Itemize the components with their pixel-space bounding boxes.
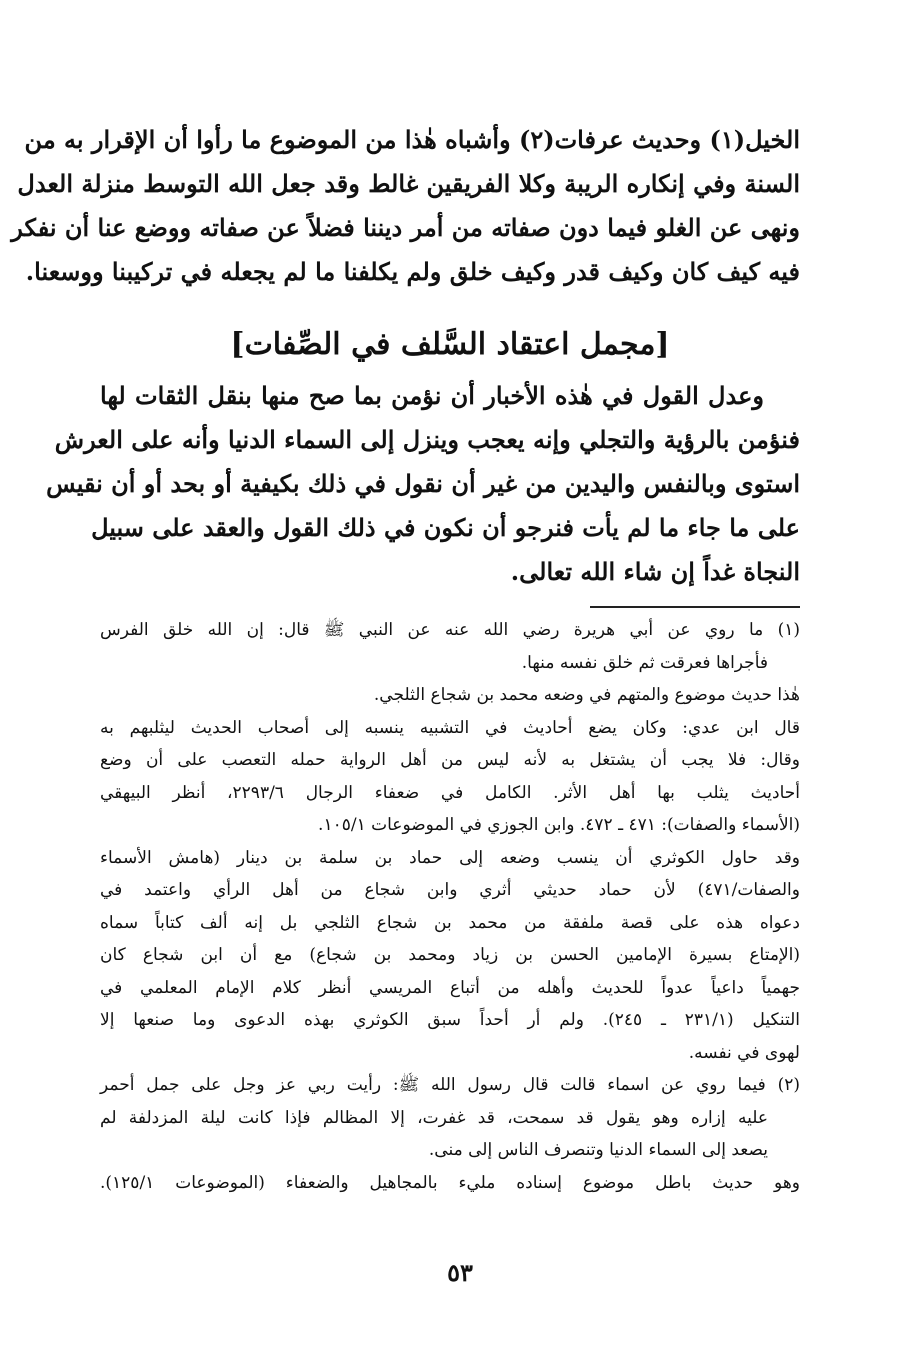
body-line: السنة وفي إنكاره الريبة وكلا الفريقين غالط وقد جعل الله التوسط منزلة العدل bbox=[17, 169, 800, 198]
page-content bbox=[11, 118, 801, 1199]
footnote-line: قال ابن عدي: وكان يضع أحاديث في التشبيه ينسبه إلى أصحاب الحديث ليثلبهم به bbox=[100, 717, 800, 738]
body-line: ونهى عن الغلو فيما دون صفاته من أمر ديننا فضلاً عن صفاته ووضع عنا أن نفكر bbox=[11, 213, 800, 242]
page-number: ٥٣ bbox=[447, 1258, 473, 1287]
footnote-line: عليه إزاره وهو يقول قد سمحت، قد غفرت، إلا المظالم فإذا كانت ليلة المزدلفة لم bbox=[100, 1107, 768, 1128]
body-line: وعدل القول في هٰذه الأخبار أن نؤمن بما صح منها بنقل الثقات لها bbox=[100, 381, 764, 410]
body-line: فنؤمن بالرؤية والتجلي وإنه يعجب وينزل إلى السماء الدنيا وأنه على العرش bbox=[54, 425, 800, 454]
footnote-line: فأجراها فعرقت ثم خلق نفسه منها. bbox=[521, 652, 768, 673]
footnote-line: لهوى في نفسه. bbox=[688, 1042, 800, 1063]
footnote-line: والصفات/٤٧١) لأن حماد حديثي أثري وابن شجاع من أهل الرأي واعتمد في bbox=[100, 880, 800, 900]
body-line: النجاة غداً إن شاء الله تعالى. bbox=[510, 557, 800, 586]
body-line: على ما جاء ما لم يأت فنرجو أن نكون في ذلك القول والعقد على سبيل bbox=[91, 513, 800, 542]
footnote-line: وهو حديث باطل موضوع إسناده مليء بالمجاهيل والضعفاء (الموضوعات ١٢٥/١). bbox=[100, 1172, 800, 1193]
footnote-divider bbox=[590, 606, 800, 608]
body-line: استوى وبالنفس واليدين من غير أن نقول في ذلك بكيفية أو بحد أو أن نقيس bbox=[46, 469, 800, 498]
footnote-line: دعواه هذه على قصة ملفقة من محمد بن شجاع الثلجي بل إنه ألف كتاباً سماه bbox=[100, 912, 800, 933]
section-heading: [مجمل اعتقاد السَّلف في الصِّفات] bbox=[230, 327, 670, 362]
footnote-line: وقد حاول الكوثري أن ينسب وضعه إلى حماد بن سلمة بن دينار (هامش الأسماء bbox=[100, 847, 800, 868]
paragraph-main bbox=[46, 374, 800, 594]
paragraph-continuation bbox=[11, 118, 800, 294]
footnote-line: (الإمتاع بسيرة الإمامين الحسن بن زياد ومحمد بن شجاع) مع أن ابن شجاع كان bbox=[100, 945, 800, 965]
footnote-line: (٢) فيما روي عن اسماء قالت قال رسول الله ﷺ: رأيت ربي عز وجل على جمل أحمر bbox=[100, 1075, 800, 1095]
footnote-line: أحاديث يثلب بها أهل الأثر. الكامل في ضعفاء الرجال ٢٢٩٣/٦، أنظر البيهقي bbox=[100, 782, 801, 803]
footnote-line: هٰذا حديث موضوع والمتهم في وضعه محمد بن شجاع الثلجي. bbox=[373, 685, 800, 705]
footnote-line: وقال: فلا يجب أن يشتغل به لأنه ليس من أهل الرواية حمله التعصب على أن وضع bbox=[100, 750, 800, 770]
body-line: فيه كيف كان وكيف قدر وكيف خلق ولم يكلفنا ما لم يجعله في تركيبنا ووسعنا. bbox=[25, 257, 800, 286]
footnote-line: جهمياً داعياً عدواً للحديث وأهله من أتباع المريسي أنظر كلام الإمام المعلمي في bbox=[100, 977, 800, 998]
footnotes bbox=[100, 614, 800, 1199]
footnote-line: (١) ما روي عن أبي هريرة رضي الله عنه عن النبي ﷺ قال: إن الله خلق الفرس bbox=[100, 620, 800, 640]
body-line: الخيل(١) وحديث عرفات(٢) وأشباه هٰذا من الموضوع ما رأوا أن الإقرار به من bbox=[24, 125, 800, 154]
footnote-line: التنكيل (٢٣١/١ ـ ٢٤٥). ولم أر أحداً سبق الكوثري بهذه الدعوى وما صنعها إلا bbox=[100, 1010, 801, 1030]
footnote-line: (الأسماء والصفات): ٤٧١ ـ ٤٧٢. وابن الجوزي في الموضوعات ١٠٥/١. bbox=[318, 815, 800, 835]
footnote-line: يصعد إلى السماء الدنيا وتنصرف الناس إلى منى. bbox=[428, 1140, 768, 1160]
